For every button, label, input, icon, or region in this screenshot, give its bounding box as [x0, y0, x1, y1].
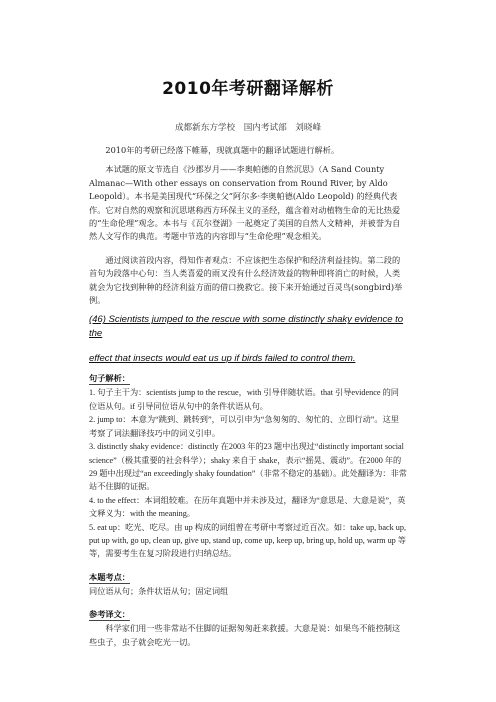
question-46-line-1: (46) Scientists jumped to the rescue with some distinctly shaky evidence to the: [89, 314, 404, 340]
sentence-analysis-heading: 句子解析：: [89, 373, 130, 384]
key-points-text: 同位语从句；条件状语从句；固定词组: [89, 585, 229, 596]
document-title: 2010年考研翻译解析: [162, 79, 334, 99]
intro-paragraph: 2010年的考研已经落下帷幕，现就真题中的翻译试题进行解析。: [105, 145, 340, 155]
analysis-item: 4. to the effect：本词组较难。在历年真题中并未涉及过，翻译为“意思是、大意是说”，英文释义为：with the meaning。: [89, 495, 406, 519]
context-paragraph: 通过阅读首段内容，得知作者观点：不应该把生态保护和经济利益挂钩。第二段的首句为段落中心句：当人类喜爱的雨叉没有什么经济效益的物种即将消亡的时候，人类就会为它找到种种的经济利益方面的借口挽救它。接下来开始通过百灵鸟(songbird)举例。: [89, 254, 403, 306]
analysis-item: 2. jump to：本意为“跳到、跳转到”，可以引申为“急匆匆的、匆忙的、立即行动”。这里考察了词法翻译技巧中的词义引申。: [89, 415, 399, 438]
reference-translation-text: 科学家们用一些非常站不住脚的证据匆匆赶来救援。大意是说：如果鸟不能控制这些虫子，虫子就会吃光一切。: [89, 623, 401, 647]
question-46-line-2: effect that insects would eat us up if birds failed to control them.: [89, 353, 356, 365]
source-paragraph: 本试题的原文节选自《沙郡岁月——李奥帕德的自然沉思》（A Sand County Almanac—With other essays on conservation from Round River, by Aldo Leopold）。本书是美国现代“环保之父”阿尔多·李奥帕德(Aldo Leopold) 的经典代表作。它对自然的观察和沉思堪称西方环保主义的圣经，蕴含着对动植物生命的无比热爱的“生命伦理”观念。本书与《瓦尔登湖》一起奠定了美国的自然人文精神，并被誉为自然人文写作的典范。考题中节选的内容即与“生命伦理”观念相关。: [89, 164, 401, 242]
reference-translation-heading: 参考译文：: [89, 609, 130, 620]
key-points-heading: 本题考点：: [89, 571, 130, 582]
document-body: [89, 144, 407, 649]
analysis-item: 3. distinctly shaky evidence：distinctly 在2003 年的23 题中出现过“distinctly important social science”（极其重要的社会科学）；shaky 来自于 shake，表示“摇晃、震动”。在2000 年的29 题中出现过“an exceedingly shaky foundation”（非常不稳定的基础）。此处翻译为：非常站不住脚的证据。: [89, 442, 407, 492]
author-line: 成都新东方学校 国内考试部 刘晓峰: [174, 123, 322, 133]
analysis-item: 1. 句子主干为：scientists jump to the rescue，with 引导伴随状语。that 引导evidence 的同位语从句。if 引导同位语从句中的条件状语从句。: [89, 388, 399, 411]
analysis-item: 5. eat up：吃光、吃尽。由 up 构成的词组曾在考研中考察过近百次。如：take up, back up, put up with, go up, clean up, give up, stand up, come up, keep up, bring up, hold up, warm up 等等，需要考生在复习阶段进行归纳总结。: [89, 522, 407, 559]
